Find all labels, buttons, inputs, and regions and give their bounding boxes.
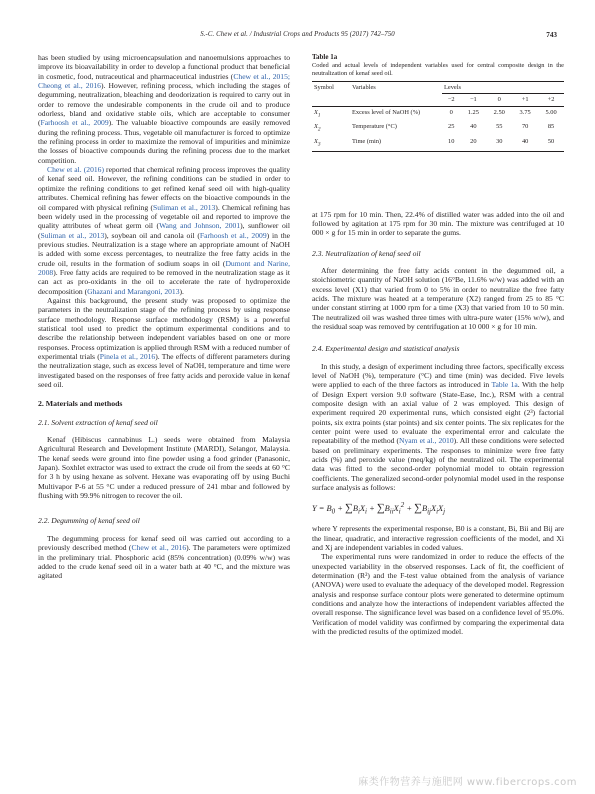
- watermark: 麻类作物营养与施肥网 www.fibercrops.com: [358, 777, 577, 788]
- paragraph: The degumming process for kenaf seed oil was carried out according to a previously described method (Chew et al., 2016). The parameters were optimized in the preliminary trial. Phosphoric acid (85% concentration) (0.09% w/w) was added to the crude kenaf seed oil in a water bath at 40 °C, and the mixture was agitated: [38, 533, 291, 581]
- citation-link[interactable]: Nyam et al., 2010: [399, 436, 454, 446]
- table-row: $X_2$ Temperature (°C) 25 40 55 70 85: [312, 121, 564, 136]
- table-header: Levels: [442, 82, 564, 94]
- level-header: 0: [497, 96, 501, 104]
- table-caption: Coded and actual levels of independent variables used for central composite design in the neutralization of kenaf seed oil.: [312, 62, 564, 77]
- variable-cell: Temperature (°C): [352, 123, 397, 131]
- subsection-heading: 2.3. Neutralization of kenaf seed oil: [312, 248, 421, 258]
- citation-link[interactable]: Suliman et al., 2013: [40, 230, 105, 240]
- level-header: −1: [469, 96, 477, 104]
- subsection-heading: 2.4. Experimental design and statistical analysis: [312, 344, 460, 354]
- citation-link[interactable]: Farhoosh et al., 2009: [199, 230, 267, 240]
- table-title: Table 1a: [312, 53, 338, 61]
- level-header: +2: [547, 96, 555, 104]
- paragraph: The experimental runs were randomized in order to reduce the effects of the unexpected variability in the observed responses. Lack of fit, the coefficient of determination (R²) and the F-test value obtained from the analysis of variance (ANOVA) were used to evaluate the adequacy of the developed model. Regression analysis and response surface contour plots were generated to determine optimum conditions and analyze how the interactions of independent variables affected the overall response. The significance level was based on a confidence level of 95.0%. Verification of model validity was confirmed by comparing the experimental data with the predicted results of the optimized model.: [312, 552, 564, 637]
- table-header: Symbol: [314, 84, 334, 91]
- citation-link[interactable]: Chew et al., 2015; Cheong et al., 2016: [38, 71, 290, 91]
- citation-link[interactable]: Wang and Johnson, 2001: [159, 221, 241, 231]
- paragraph: Chew et al. (2016) reported that chemical refining process improves the quality of kenaf seed oil. However, the refining conditions can be studied in order to optimize the refining conditions to get refined kenaf seed oil with high-quality attributes. Chemical refining has fewer effects on the bioactive compounds in the oil compared with physical refining (Suliman et al., 2013). Chemical refining has been widely used in the processing of vegetable oil and reported to improve the quality attributes of wheat germ oil (Wang and Johnson, 2001), sunflower oil (Suliman et al., 2013), soybean oil and canola oil (Farhoosh et al., 2009) in the previous studies. Neutralization is a stage where an appropriate amount of NaOH is added with some excess percentages, to neutralize the free fatty acids in the crude oil, results in the formation of sodium soaps in oil (Dumont and Narine, 2008). Free fatty acids are required to be removed in the neutralization stage as it can act as pro-oxidants in the oil to accelerate the rate of hydroperoxide decomposition (Ghazani and Marangoni, 2013).: [38, 165, 290, 296]
- citation-link[interactable]: Farhoosh et al., 2009: [40, 118, 109, 128]
- table-header: Variables: [352, 84, 376, 91]
- variable-cell: Time (min): [352, 137, 382, 145]
- left-column: [38, 53, 290, 581]
- level-header: +1: [521, 96, 529, 104]
- paragraph: Kenaf (Hibiscus cannabinus L.) seeds were obtained from Malaysia Agricultural Research and Development Institute (MARDI), Selangor, Malaysia. The kenaf seeds were ground into fine powder using a food grinder (Panasonic, Japan). Soxhlet extractor was used to extract the crude oil from the seeds at 60 °C for 3 h by using hexane as solvent. Hexane was evaporating off by using Buchi Multivapor P-6 at 55 °C under a reduced pressure of 241 mbar and followed by flushing with 99.9% nitrogen to recover the oil.: [38, 435, 290, 501]
- citation-link[interactable]: Chew et al. (2016): [47, 165, 104, 175]
- paragraph: After determining the free fatty acids content in the degummed oil, a stoichiometric quantity of NaOH solution (16°Be, 11.6% w/w) was added with an excess level (X1) that varied from 0 to 5% in order to neutralize the free fatty acids. The mixture was heated at a temperature (X2) ranged from 25 to 85 °C under constant stirring at 1000 rpm for a time (X3) that varied from 10 to 50 min. The neutralized oil was washed three times with ultra-pure water (15% w/w), and the residual soap was removed by centrifugation at 10 000 × g for 10 min.: [312, 265, 564, 331]
- symbol-cell: $X_2$: [314, 123, 321, 133]
- paragraph: In this study, a design of experiment including three factors, specifically excess level of NaOH (%), temperature (°C) and time (min) was decided. Five levels were applied to each of the three factors as introduced in Table 1a. With the help of Design Expert version 9.0 software (State-Ease, Inc.), RSM with a central composite design with an axial value of 2 was employed. This design of experiment required 20 experimental runs, which consisted eight (2³) factorial points, six extra points (star points) and six center points. The six replicates for the center point were used to evaluate the experimental error and calculate the repeatability of the method (Nyam et al., 2010). All these conditions were selected based on preliminary experiments. The responses to minimize were free fatty acids (%) and peroxide value (meq/kg) of the neutralized oil. The experimental data was fitted to the second-order polynomial model to obtain regression coefficients. The generalized second-order polynomial model used in the response surface analysis as follows:: [312, 361, 565, 493]
- paragraph: where Y represents the experimental response, B0 is a constant, Bi, Bii and Bij are the linear, quadratic, and interactive regression coefficients of the model, and Xi and Xj are independent variables in coded values.: [312, 524, 564, 552]
- level-header: −2: [447, 96, 455, 104]
- paragraph: Against this background, the present study was proposed to optimize the parameters in the neutralization stage of the refining process by using response surface methodology. Response surface methodology (RSM) is a powerful statistical tool used to predict the optimum experimental conditions and to describe the relationship between independent variables based on one or more responses. Process optimization is applied through RSM with a reduced number of experimental trials (Pinela et al., 2016). The effects of different parameters during the neutralization stage, such as excess level of NaOH, temperature and time were investigated based on the responses of free fatty acids and peroxide value in kenaf seed oil.: [38, 295, 291, 390]
- citation-link[interactable]: Chew et al., 2016: [131, 543, 187, 553]
- section-heading: 2. Materials and methods: [38, 399, 123, 409]
- journal-citation: S.-C. Chew et al. / Industrial Crops and Products 95 (2017) 742–750: [200, 31, 395, 38]
- levels-table: [312, 81, 564, 152]
- citation-link[interactable]: Suliman et al., 2013: [153, 202, 216, 212]
- table-row: $X_1$ Excess level of NaOH (%) 0 1.25 2.50 3.75 5.00: [312, 106, 564, 121]
- running-header: [38, 31, 557, 43]
- paragraph: at 175 rpm for 10 min. Then, 22.4% of distilled water was added into the oil and followed by agitation at 175 rpm for 30 min. The mixture was centrifuged at 10 000 × g for 15 min in order to separate the gums.: [312, 209, 564, 238]
- page-number: 743: [546, 31, 557, 39]
- subsection-heading: 2.1. Solvent extraction of kenaf seed oil: [38, 417, 158, 427]
- regression-equation: $Y = B_0 + \sum B_iX_i + \sum B_{ii}X_i^2 + \sum B_{ij}X_iX_j$: [312, 500, 446, 515]
- table-1a: [312, 53, 564, 152]
- variable-cell: Excess level of NaOH (%): [352, 108, 421, 116]
- table-row: $X_3$ Time (min) 10 20 30 40 50: [312, 136, 564, 151]
- symbol-cell: $X_3$: [314, 137, 321, 148]
- subsection-heading: 2.2. Degumming of kenaf seed oil: [38, 516, 140, 526]
- symbol-cell: $X_1$: [314, 108, 321, 118]
- citation-link[interactable]: Dumont and Narine, 2008: [38, 258, 290, 277]
- citation-link[interactable]: Ghazani and Marangoni, 2013: [87, 286, 180, 296]
- table-link[interactable]: Table 1a: [491, 380, 518, 390]
- right-column: [312, 53, 564, 636]
- citation-link[interactable]: Pinela et al., 2016: [99, 352, 156, 361]
- paragraph: has been studied by using microencapsulation and nanoemulsions approaches to improve its bioavailability in order to develop a functional product that beneficial in cosmetic, food, nutraceutical and pharmaceutical industries (Chew et al., 2015; Cheong et al., 2016). However, refining process, which including the stages of degumming, neutralization, bleaching and deodorization is required to carry out in order to remove the undesirable components in the crude oil and to produce odorless, bland and oxidative stable oils, which are acceptable to consumer (Farhoosh et al., 2009). The valuable bioactive compounds are easily removed during the refining process. Thus, vegetable oil manufacturer is forced to optimize the refining process in order to maximize the removal of impurities and minimize the losses of bioactive compounds during the refining process due to the market competition.: [38, 53, 290, 165]
